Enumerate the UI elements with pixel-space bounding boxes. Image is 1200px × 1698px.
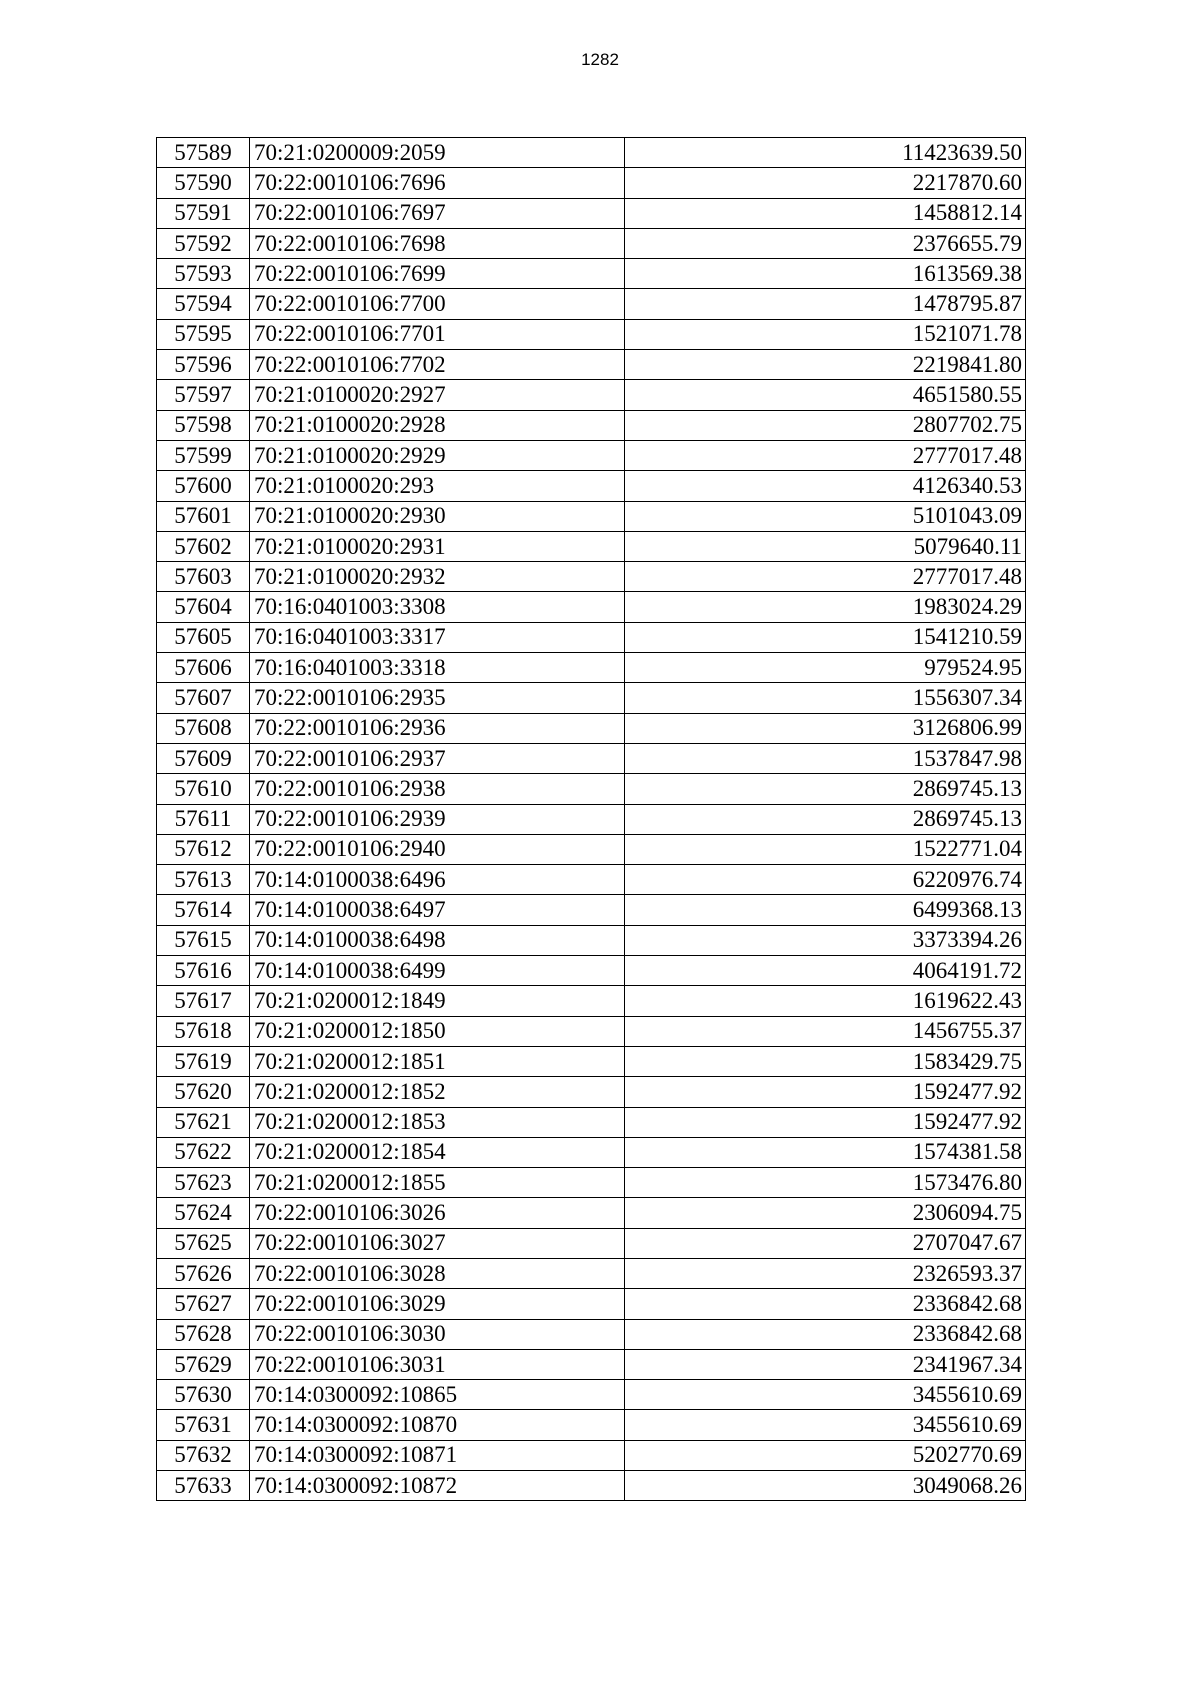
- table-row: [157, 683, 1026, 713]
- row-number-cell: 57632: [157, 1440, 250, 1470]
- table-row: [157, 319, 1026, 349]
- table-body: [157, 138, 1026, 1501]
- row-number-cell: 57613: [157, 865, 250, 895]
- cadastral-number-cell: 70:16:0401003:3308: [250, 592, 625, 622]
- cadastral-value-cell: 3126806.99: [625, 713, 1026, 743]
- cadastral-number-cell: 70:22:0010106:3028: [250, 1258, 625, 1288]
- cadastral-value-cell: 3455610.69: [625, 1410, 1026, 1440]
- cadastral-number-cell: 70:22:0010106:7697: [250, 198, 625, 228]
- row-number-cell: 57614: [157, 895, 250, 925]
- cadastral-value-cell: 2869745.13: [625, 804, 1026, 834]
- row-number-cell: 57623: [157, 1168, 250, 1198]
- row-number-cell: 57617: [157, 986, 250, 1016]
- row-number-cell: 57630: [157, 1380, 250, 1410]
- table-row: [157, 289, 1026, 319]
- row-number-cell: 57611: [157, 804, 250, 834]
- table-row: [157, 198, 1026, 228]
- row-number-cell: 57597: [157, 380, 250, 410]
- cadastral-value-cell: 1983024.29: [625, 592, 1026, 622]
- row-number-cell: 57612: [157, 834, 250, 864]
- cadastral-number-cell: 70:22:0010106:3031: [250, 1349, 625, 1379]
- cadastral-number-cell: 70:22:0010106:7699: [250, 259, 625, 289]
- table-row: [157, 440, 1026, 470]
- table-row: [157, 1258, 1026, 1288]
- row-number-cell: 57629: [157, 1349, 250, 1379]
- cadastral-number-cell: 70:22:0010106:3027: [250, 1228, 625, 1258]
- table-row: [157, 653, 1026, 683]
- cadastral-number-cell: 70:22:0010106:7696: [250, 168, 625, 198]
- cadastral-number-cell: 70:21:0200012:1854: [250, 1137, 625, 1167]
- cadastral-number-cell: 70:21:0100020:2928: [250, 410, 625, 440]
- cadastral-value-cell: 2336842.68: [625, 1319, 1026, 1349]
- table-row: [157, 986, 1026, 1016]
- row-number-cell: 57600: [157, 471, 250, 501]
- cadastral-value-cell: 2707047.67: [625, 1228, 1026, 1258]
- cadastral-value-cell: 4651580.55: [625, 380, 1026, 410]
- cadastral-value-cell: 1478795.87: [625, 289, 1026, 319]
- row-number-cell: 57590: [157, 168, 250, 198]
- cadastral-number-cell: 70:21:0100020:293: [250, 471, 625, 501]
- cadastral-value-cell: 5202770.69: [625, 1440, 1026, 1470]
- cadastral-value-cell: 1619622.43: [625, 986, 1026, 1016]
- cadastral-value-cell: 3373394.26: [625, 925, 1026, 955]
- table-row: [157, 1319, 1026, 1349]
- table-row: [157, 1137, 1026, 1167]
- table-row: [157, 350, 1026, 380]
- cadastral-value-cell: 2217870.60: [625, 168, 1026, 198]
- table-row: [157, 592, 1026, 622]
- cadastral-value-cell: 1537847.98: [625, 743, 1026, 773]
- table-row: [157, 1077, 1026, 1107]
- cadastral-number-cell: 70:21:0200012:1855: [250, 1168, 625, 1198]
- table-row: [157, 168, 1026, 198]
- row-number-cell: 57598: [157, 410, 250, 440]
- cadastral-value-cell: 1541210.59: [625, 622, 1026, 652]
- row-number-cell: 57596: [157, 350, 250, 380]
- cadastral-number-cell: 70:14:0100038:6498: [250, 925, 625, 955]
- row-number-cell: 57616: [157, 956, 250, 986]
- row-number-cell: 57592: [157, 228, 250, 258]
- cadastral-number-cell: 70:21:0200012:1849: [250, 986, 625, 1016]
- cadastral-value-cell: 4126340.53: [625, 471, 1026, 501]
- row-number-cell: 57626: [157, 1258, 250, 1288]
- cadastral-number-cell: 70:21:0100020:2931: [250, 531, 625, 561]
- cadastral-number-cell: 70:21:0200009:2059: [250, 138, 625, 168]
- table-row: [157, 1046, 1026, 1076]
- row-number-cell: 57608: [157, 713, 250, 743]
- cadastral-value-cell: 2807702.75: [625, 410, 1026, 440]
- table-row: [157, 531, 1026, 561]
- table-row: [157, 743, 1026, 773]
- cadastral-value-cell: 2341967.34: [625, 1349, 1026, 1379]
- row-number-cell: 57621: [157, 1107, 250, 1137]
- cadastral-number-cell: 70:22:0010106:2939: [250, 804, 625, 834]
- table-row: [157, 1168, 1026, 1198]
- cadastral-value-cell: 1556307.34: [625, 683, 1026, 713]
- row-number-cell: 57599: [157, 440, 250, 470]
- cadastral-value-cell: 1592477.92: [625, 1077, 1026, 1107]
- cadastral-value-cell: 1521071.78: [625, 319, 1026, 349]
- table-row: [157, 228, 1026, 258]
- cadastral-number-cell: 70:21:0200012:1853: [250, 1107, 625, 1137]
- table-row: [157, 956, 1026, 986]
- table-row: [157, 1410, 1026, 1440]
- cadastral-number-cell: 70:21:0200012:1850: [250, 1016, 625, 1046]
- table-row: [157, 471, 1026, 501]
- cadastral-value-cell: 1522771.04: [625, 834, 1026, 864]
- cadastral-value-cell: 1613569.38: [625, 259, 1026, 289]
- cadastral-number-cell: 70:16:0401003:3318: [250, 653, 625, 683]
- row-number-cell: 57618: [157, 1016, 250, 1046]
- table-row: [157, 865, 1026, 895]
- table-row: [157, 501, 1026, 531]
- table-row: [157, 259, 1026, 289]
- cadastral-value-cell: 2306094.75: [625, 1198, 1026, 1228]
- table-row: [157, 562, 1026, 592]
- table-row: [157, 895, 1026, 925]
- cadastral-value-cell: 6499368.13: [625, 895, 1026, 925]
- table-row: [157, 1228, 1026, 1258]
- cadastral-number-cell: 70:14:0300092:10865: [250, 1380, 625, 1410]
- row-number-cell: 57602: [157, 531, 250, 561]
- row-number-cell: 57619: [157, 1046, 250, 1076]
- table-row: [157, 1016, 1026, 1046]
- cadastral-number-cell: 70:21:0200012:1852: [250, 1077, 625, 1107]
- row-number-cell: 57603: [157, 562, 250, 592]
- cadastral-value-cell: 1574381.58: [625, 1137, 1026, 1167]
- cadastral-value-cell: 2777017.48: [625, 562, 1026, 592]
- table-row: [157, 1349, 1026, 1379]
- cadastral-number-cell: 70:14:0100038:6497: [250, 895, 625, 925]
- cadastral-number-cell: 70:22:0010106:7701: [250, 319, 625, 349]
- row-number-cell: 57628: [157, 1319, 250, 1349]
- row-number-cell: 57605: [157, 622, 250, 652]
- cadastral-number-cell: 70:22:0010106:3026: [250, 1198, 625, 1228]
- row-number-cell: 57631: [157, 1410, 250, 1440]
- table-row: [157, 410, 1026, 440]
- row-number-cell: 57624: [157, 1198, 250, 1228]
- cadastral-value-cell: 5079640.11: [625, 531, 1026, 561]
- row-number-cell: 57627: [157, 1289, 250, 1319]
- cadastral-number-cell: 70:22:0010106:2935: [250, 683, 625, 713]
- page-number: 1282: [581, 50, 619, 69]
- row-number-cell: 57604: [157, 592, 250, 622]
- cadastral-number-cell: 70:21:0100020:2927: [250, 380, 625, 410]
- table-row: [157, 1380, 1026, 1410]
- row-number-cell: 57594: [157, 289, 250, 319]
- table-row: [157, 1440, 1026, 1470]
- cadastral-number-cell: 70:22:0010106:7698: [250, 228, 625, 258]
- table-row: [157, 804, 1026, 834]
- cadastral-number-cell: 70:14:0300092:10871: [250, 1440, 625, 1470]
- row-number-cell: 57595: [157, 319, 250, 349]
- cadastral-value-cell: 3455610.69: [625, 1380, 1026, 1410]
- row-number-cell: 57615: [157, 925, 250, 955]
- table-row: [157, 774, 1026, 804]
- cadastral-number-cell: 70:21:0100020:2929: [250, 440, 625, 470]
- cadastral-value-table: [156, 137, 1026, 1501]
- cadastral-number-cell: 70:21:0200012:1851: [250, 1046, 625, 1076]
- cadastral-value-cell: 2376655.79: [625, 228, 1026, 258]
- cadastral-number-cell: 70:22:0010106:2940: [250, 834, 625, 864]
- row-number-cell: 57593: [157, 259, 250, 289]
- row-number-cell: 57591: [157, 198, 250, 228]
- table-row: [157, 1107, 1026, 1137]
- cadastral-number-cell: 70:22:0010106:7700: [250, 289, 625, 319]
- cadastral-number-cell: 70:21:0100020:2930: [250, 501, 625, 531]
- cadastral-value-cell: 1456755.37: [625, 1016, 1026, 1046]
- cadastral-value-cell: 4064191.72: [625, 956, 1026, 986]
- table-row: [157, 380, 1026, 410]
- row-number-cell: 57606: [157, 653, 250, 683]
- cadastral-number-cell: 70:22:0010106:2936: [250, 713, 625, 743]
- cadastral-value-cell: 1592477.92: [625, 1107, 1026, 1137]
- cadastral-number-cell: 70:14:0300092:10870: [250, 1410, 625, 1440]
- cadastral-value-cell: 1573476.80: [625, 1168, 1026, 1198]
- cadastral-number-cell: 70:22:0010106:2938: [250, 774, 625, 804]
- cadastral-value-cell: 5101043.09: [625, 501, 1026, 531]
- table-row: [157, 925, 1026, 955]
- table-row: [157, 1289, 1026, 1319]
- cadastral-number-cell: 70:21:0100020:2932: [250, 562, 625, 592]
- table-row: [157, 622, 1026, 652]
- row-number-cell: 57610: [157, 774, 250, 804]
- cadastral-value-cell: 11423639.50: [625, 138, 1026, 168]
- cadastral-value-cell: 2336842.68: [625, 1289, 1026, 1319]
- cadastral-value-cell: 3049068.26: [625, 1471, 1026, 1501]
- cadastral-number-cell: 70:22:0010106:3030: [250, 1319, 625, 1349]
- row-number-cell: 57625: [157, 1228, 250, 1258]
- table-row: [157, 713, 1026, 743]
- cadastral-value-cell: 1458812.14: [625, 198, 1026, 228]
- row-number-cell: 57633: [157, 1471, 250, 1501]
- cadastral-value-cell: 979524.95: [625, 653, 1026, 683]
- table-row: [157, 1198, 1026, 1228]
- row-number-cell: 57622: [157, 1137, 250, 1167]
- cadastral-number-cell: 70:22:0010106:2937: [250, 743, 625, 773]
- cadastral-number-cell: 70:22:0010106:7702: [250, 350, 625, 380]
- row-number-cell: 57601: [157, 501, 250, 531]
- cadastral-value-cell: 1583429.75: [625, 1046, 1026, 1076]
- row-number-cell: 57607: [157, 683, 250, 713]
- cadastral-value-cell: 2219841.80: [625, 350, 1026, 380]
- cadastral-number-cell: 70:14:0100038:6496: [250, 865, 625, 895]
- table-row: [157, 834, 1026, 864]
- cadastral-value-cell: 2777017.48: [625, 440, 1026, 470]
- table-row: [157, 138, 1026, 168]
- row-number-cell: 57620: [157, 1077, 250, 1107]
- cadastral-value-cell: 2326593.37: [625, 1258, 1026, 1288]
- cadastral-value-cell: 6220976.74: [625, 865, 1026, 895]
- row-number-cell: 57589: [157, 138, 250, 168]
- cadastral-number-cell: 70:14:0100038:6499: [250, 956, 625, 986]
- cadastral-number-cell: 70:14:0300092:10872: [250, 1471, 625, 1501]
- row-number-cell: 57609: [157, 743, 250, 773]
- cadastral-number-cell: 70:16:0401003:3317: [250, 622, 625, 652]
- table-row: [157, 1471, 1026, 1501]
- cadastral-value-cell: 2869745.13: [625, 774, 1026, 804]
- cadastral-number-cell: 70:22:0010106:3029: [250, 1289, 625, 1319]
